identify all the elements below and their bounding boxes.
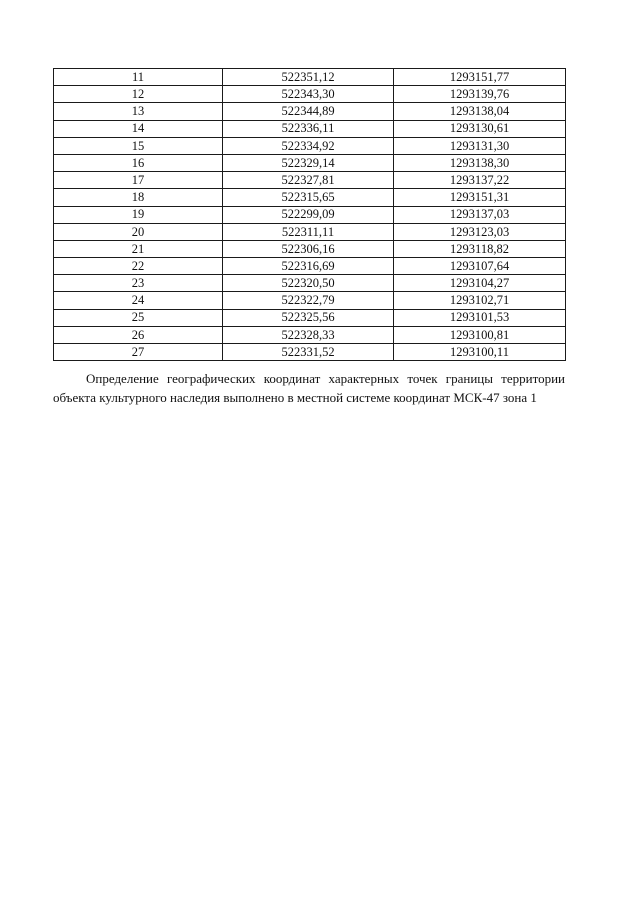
x-coordinate-cell: 522325,56 bbox=[223, 309, 394, 326]
coordinates-table-body bbox=[54, 69, 566, 361]
point-number-cell: 13 bbox=[54, 103, 223, 120]
y-coordinate-cell: 1293138,04 bbox=[394, 103, 566, 120]
point-number-cell: 24 bbox=[54, 292, 223, 309]
x-coordinate-cell: 522336,11 bbox=[223, 120, 394, 137]
table-row bbox=[54, 86, 566, 103]
x-coordinate-cell: 522351,12 bbox=[223, 69, 394, 86]
x-coordinate-cell: 522328,33 bbox=[223, 326, 394, 343]
y-coordinate-cell: 1293107,64 bbox=[394, 258, 566, 275]
y-coordinate-cell: 1293138,30 bbox=[394, 154, 566, 171]
x-coordinate-cell: 522331,52 bbox=[223, 344, 394, 361]
point-number-cell: 22 bbox=[54, 258, 223, 275]
table-row bbox=[54, 240, 566, 257]
x-coordinate-cell: 522316,69 bbox=[223, 258, 394, 275]
x-coordinate-cell: 522329,14 bbox=[223, 154, 394, 171]
x-coordinate-cell: 522311,11 bbox=[223, 223, 394, 240]
y-coordinate-cell: 1293100,11 bbox=[394, 344, 566, 361]
point-number-cell: 12 bbox=[54, 86, 223, 103]
table-row bbox=[54, 103, 566, 120]
point-number-cell: 19 bbox=[54, 206, 223, 223]
point-number-cell: 26 bbox=[54, 326, 223, 343]
x-coordinate-cell: 522327,81 bbox=[223, 172, 394, 189]
table-row bbox=[54, 172, 566, 189]
point-number-cell: 11 bbox=[54, 69, 223, 86]
coordinate-system-note: Определение географических координат характерных точек границы территории объекта культурного наследия выполнено в местной системе координат МСК-47 зона 1 bbox=[53, 371, 565, 405]
point-number-cell: 27 bbox=[54, 344, 223, 361]
point-number-cell: 14 bbox=[54, 120, 223, 137]
x-coordinate-cell: 522306,16 bbox=[223, 240, 394, 257]
point-number-cell: 21 bbox=[54, 240, 223, 257]
table-row bbox=[54, 69, 566, 86]
y-coordinate-cell: 1293131,30 bbox=[394, 137, 566, 154]
y-coordinate-cell: 1293137,03 bbox=[394, 206, 566, 223]
table-row bbox=[54, 154, 566, 171]
x-coordinate-cell: 522344,89 bbox=[223, 103, 394, 120]
x-coordinate-cell: 522334,92 bbox=[223, 137, 394, 154]
point-number-cell: 20 bbox=[54, 223, 223, 240]
table-row bbox=[54, 326, 566, 343]
y-coordinate-cell: 1293151,31 bbox=[394, 189, 566, 206]
y-coordinate-cell: 1293123,03 bbox=[394, 223, 566, 240]
point-number-cell: 16 bbox=[54, 154, 223, 171]
y-coordinate-cell: 1293151,77 bbox=[394, 69, 566, 86]
table-row bbox=[54, 189, 566, 206]
x-coordinate-cell: 522315,65 bbox=[223, 189, 394, 206]
point-number-cell: 23 bbox=[54, 275, 223, 292]
point-number-cell: 17 bbox=[54, 172, 223, 189]
table-row bbox=[54, 137, 566, 154]
y-coordinate-cell: 1293101,53 bbox=[394, 309, 566, 326]
y-coordinate-cell: 1293118,82 bbox=[394, 240, 566, 257]
y-coordinate-cell: 1293130,61 bbox=[394, 120, 566, 137]
table-row bbox=[54, 344, 566, 361]
x-coordinate-cell: 522343,30 bbox=[223, 86, 394, 103]
table-row bbox=[54, 309, 566, 326]
y-coordinate-cell: 1293100,81 bbox=[394, 326, 566, 343]
x-coordinate-cell: 522322,79 bbox=[223, 292, 394, 309]
x-coordinate-cell: 522299,09 bbox=[223, 206, 394, 223]
point-number-cell: 25 bbox=[54, 309, 223, 326]
table-row bbox=[54, 275, 566, 292]
y-coordinate-cell: 1293139,76 bbox=[394, 86, 566, 103]
x-coordinate-cell: 522320,50 bbox=[223, 275, 394, 292]
point-number-cell: 15 bbox=[54, 137, 223, 154]
table-row bbox=[54, 206, 566, 223]
table-row bbox=[54, 223, 566, 240]
y-coordinate-cell: 1293137,22 bbox=[394, 172, 566, 189]
table-row bbox=[54, 120, 566, 137]
point-number-cell: 18 bbox=[54, 189, 223, 206]
y-coordinate-cell: 1293104,27 bbox=[394, 275, 566, 292]
y-coordinate-cell: 1293102,71 bbox=[394, 292, 566, 309]
table-row bbox=[54, 258, 566, 275]
coordinates-table bbox=[53, 68, 566, 361]
table-row bbox=[54, 292, 566, 309]
